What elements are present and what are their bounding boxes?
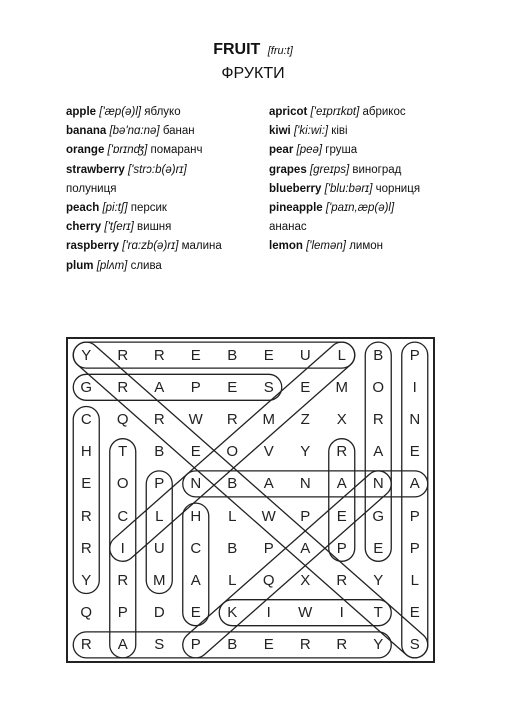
grid-letter: A — [409, 475, 420, 493]
title-transcription: [fru:t] — [267, 45, 293, 57]
vocab-entry — [66, 257, 266, 276]
vocab-entry — [66, 237, 266, 256]
grid-letter: H — [190, 507, 202, 525]
grid-letter: Q — [80, 604, 93, 622]
grid-letter: X — [336, 410, 347, 428]
grid-letter: E — [373, 539, 384, 557]
grid-letter: A — [300, 539, 311, 557]
grid-letter: G — [372, 507, 385, 525]
grid-letter: L — [228, 507, 237, 525]
word-search-puzzle — [66, 337, 435, 663]
vocab-transcription: ['ɒrɪnʤ] — [107, 144, 148, 157]
grid-letter: R — [336, 571, 348, 589]
grid-letter: P — [117, 604, 128, 622]
grid-letter: C — [117, 507, 129, 525]
vocab-word: pineapple — [269, 202, 323, 215]
grid-letter: E — [300, 378, 311, 396]
grid-letter: Q — [262, 571, 275, 589]
vocab-translation: ананас — [269, 221, 307, 234]
vocab-transcription: ['rɑ:zb(ə)rɪ] — [122, 240, 179, 253]
grid-letter: B — [227, 539, 238, 557]
vocab-word: lemon — [269, 240, 303, 253]
vocab-word: apple — [66, 106, 97, 118]
grid-letter: N — [190, 475, 202, 493]
grid-letter: S — [409, 636, 420, 654]
grid-letter: I — [120, 539, 125, 557]
grid-letter: E — [227, 378, 238, 396]
vocab-entry — [66, 122, 266, 141]
grid-letter: N — [409, 410, 421, 428]
grid-letter: P — [409, 507, 420, 525]
grid-letter: S — [263, 378, 274, 396]
grid-letter: P — [409, 346, 420, 364]
vocab-translation: ківі — [331, 125, 348, 138]
vocab-transcription: ['paɪn,æp(ə)l] — [325, 202, 395, 215]
vocab-transcription: [peə] — [296, 144, 323, 157]
grid-letter: B — [227, 346, 238, 364]
grid-letter: U — [153, 539, 165, 557]
grid-letter: E — [190, 604, 201, 622]
vocab-entry — [269, 199, 469, 218]
vocab-transcription: ['ki:wi:] — [293, 125, 329, 138]
grid-letter: Z — [300, 410, 310, 428]
vocab-translation: слива — [130, 259, 162, 272]
vocab-word: grapes — [269, 163, 307, 176]
vocab-transcription: ['eɪprɪkɒt] — [310, 106, 360, 118]
vocab-word: cherry — [66, 221, 102, 234]
vocab-transcription: ['lemən] — [306, 240, 346, 253]
grid-letter: W — [261, 507, 276, 525]
vocab-translation: яблуко — [144, 106, 181, 118]
grid-letter: P — [300, 507, 311, 525]
grid-letter: V — [263, 443, 274, 461]
vocab-word: blueberry — [269, 182, 322, 195]
grid-letter: Y — [300, 443, 311, 461]
vocab-transcription: [plʌm] — [96, 259, 128, 272]
grid-letter: M — [262, 410, 275, 428]
grid-letter: L — [410, 571, 419, 589]
grid-letter: A — [190, 571, 201, 589]
grid-letter: B — [227, 636, 238, 654]
vocab-entry — [269, 218, 469, 237]
grid-letter: R — [117, 571, 129, 589]
vocab-translation: помаранч — [150, 144, 203, 157]
grid-letter: I — [339, 604, 344, 622]
grid-letter: E — [409, 604, 420, 622]
grid-letter: W — [298, 604, 313, 622]
vocab-entry — [269, 161, 469, 180]
vocab-transcription: [greɪps] — [309, 163, 350, 176]
vocab-entry — [66, 199, 266, 218]
grid-letter: B — [154, 443, 165, 461]
vocab-word: kiwi — [269, 125, 291, 138]
vocab-translation: чорниця — [375, 182, 421, 195]
grid-letter: R — [336, 636, 348, 654]
grid-letter: L — [155, 507, 164, 525]
grid-letter: C — [80, 410, 92, 428]
grid-letter: R — [117, 378, 129, 396]
grid-letter: P — [154, 475, 165, 493]
vocab-transcription: [bə'nɑ:nə] — [109, 125, 160, 138]
grid-letter: E — [336, 507, 347, 525]
vocab-transcription: [pi:tʃ] — [102, 202, 128, 215]
grid-letter: I — [412, 378, 417, 396]
grid-letter: M — [335, 378, 348, 396]
grid-letter: E — [409, 443, 420, 461]
title-translation: ФРУКТИ — [221, 65, 285, 82]
vocab-word: peach — [66, 202, 100, 215]
grid-letter: R — [372, 410, 384, 428]
grid-letter: G — [80, 378, 93, 396]
vocab-transcription: ['æp(ə)l] — [99, 106, 142, 118]
grid-letter: E — [263, 346, 274, 364]
vocab-translation: персик — [130, 202, 167, 215]
vocab-entry — [269, 180, 469, 199]
grid-letter: B — [373, 346, 384, 364]
grid-letter: W — [188, 410, 203, 428]
grid-letter: P — [190, 378, 201, 396]
grid-letter: C — [190, 539, 202, 557]
vocab-entry — [66, 218, 266, 237]
grid-letter: Q — [116, 410, 129, 428]
grid-letter: R — [80, 636, 92, 654]
grid-letter: R — [336, 443, 348, 461]
vocab-transcription: ['blu:bərɪ] — [324, 182, 373, 195]
vocab-translation: абрикос — [362, 106, 406, 118]
vocab-entry — [269, 237, 469, 256]
vocab-entry — [269, 141, 469, 160]
vocab-entry — [269, 122, 469, 141]
grid-letter: L — [337, 346, 346, 364]
vocab-transcription: ['tʃerɪ] — [104, 221, 134, 234]
grid-letter: A — [154, 378, 165, 396]
vocab-translation: виноград — [352, 163, 402, 176]
grid-letter: E — [190, 443, 201, 461]
vocab-entry — [66, 180, 266, 199]
grid-letter: K — [227, 604, 238, 622]
grid-letter: H — [80, 443, 92, 461]
grid-letter: R — [153, 346, 165, 364]
vocab-entry — [66, 161, 266, 180]
grid-letter: R — [153, 410, 165, 428]
vocab-word: strawberry — [66, 163, 125, 176]
grid-letter: O — [226, 443, 239, 461]
grid-letter: R — [80, 507, 92, 525]
vocab-translation: лимон — [349, 240, 383, 253]
vocab-translation: банан — [162, 125, 195, 138]
vocab-translation: груша — [325, 144, 358, 157]
grid-letter: R — [117, 346, 129, 364]
grid-letter: A — [263, 475, 274, 493]
grid-letter: L — [228, 571, 237, 589]
vocab-word: raspberry — [66, 240, 120, 253]
grid-letter: I — [266, 604, 271, 622]
grid-letter: E — [81, 475, 92, 493]
title-line — [0, 40, 506, 61]
grid-letter: P — [409, 539, 420, 557]
grid-letter: R — [80, 539, 92, 557]
vocab-translation: полуниця — [66, 182, 117, 195]
grid-letter: M — [153, 571, 166, 589]
grid-letter: T — [118, 443, 128, 461]
title-block — [0, 40, 506, 85]
grid-letter: E — [263, 636, 274, 654]
vocab-word: banana — [66, 125, 107, 138]
grid-letter: B — [227, 475, 238, 493]
vocab-entry — [269, 103, 469, 122]
grid-letter: Y — [373, 571, 384, 589]
vocab-word: orange — [66, 144, 105, 157]
grid-letter: P — [263, 539, 274, 557]
title-word: FRUIT — [213, 41, 261, 58]
vocab-transcription: ['strɔ:b(ə)rɪ] — [128, 163, 187, 176]
grid-letter: R — [299, 636, 311, 654]
grid-letter: U — [299, 346, 311, 364]
vocab-entry — [66, 103, 266, 122]
vocabulary-list-right — [269, 103, 469, 257]
vocab-word: pear — [269, 144, 294, 157]
letter-grid — [68, 339, 433, 661]
grid-letter: P — [190, 636, 201, 654]
grid-letter: R — [226, 410, 238, 428]
grid-letter: A — [373, 443, 384, 461]
grid-letter: A — [117, 636, 128, 654]
grid-letter: E — [190, 346, 201, 364]
grid-letter: Y — [81, 346, 92, 364]
vocab-translation: вишня — [137, 221, 172, 234]
vocab-translation: малина — [181, 240, 222, 253]
grid-letter: O — [372, 378, 385, 396]
grid-letter: N — [372, 475, 384, 493]
vocab-entry — [66, 141, 266, 160]
vocab-word: apricot — [269, 106, 308, 118]
grid-letter: T — [373, 604, 383, 622]
grid-letter: Y — [81, 571, 92, 589]
grid-letter: P — [336, 539, 347, 557]
grid-letter: Y — [373, 636, 384, 654]
grid-letter: D — [153, 604, 165, 622]
vocab-word: plum — [66, 259, 94, 272]
grid-letter: N — [299, 475, 311, 493]
vocabulary-list-left — [66, 103, 266, 276]
grid-letter: X — [300, 571, 311, 589]
grid-letter: S — [154, 636, 165, 654]
grid-letter: O — [116, 475, 129, 493]
grid-letter: A — [336, 475, 347, 493]
